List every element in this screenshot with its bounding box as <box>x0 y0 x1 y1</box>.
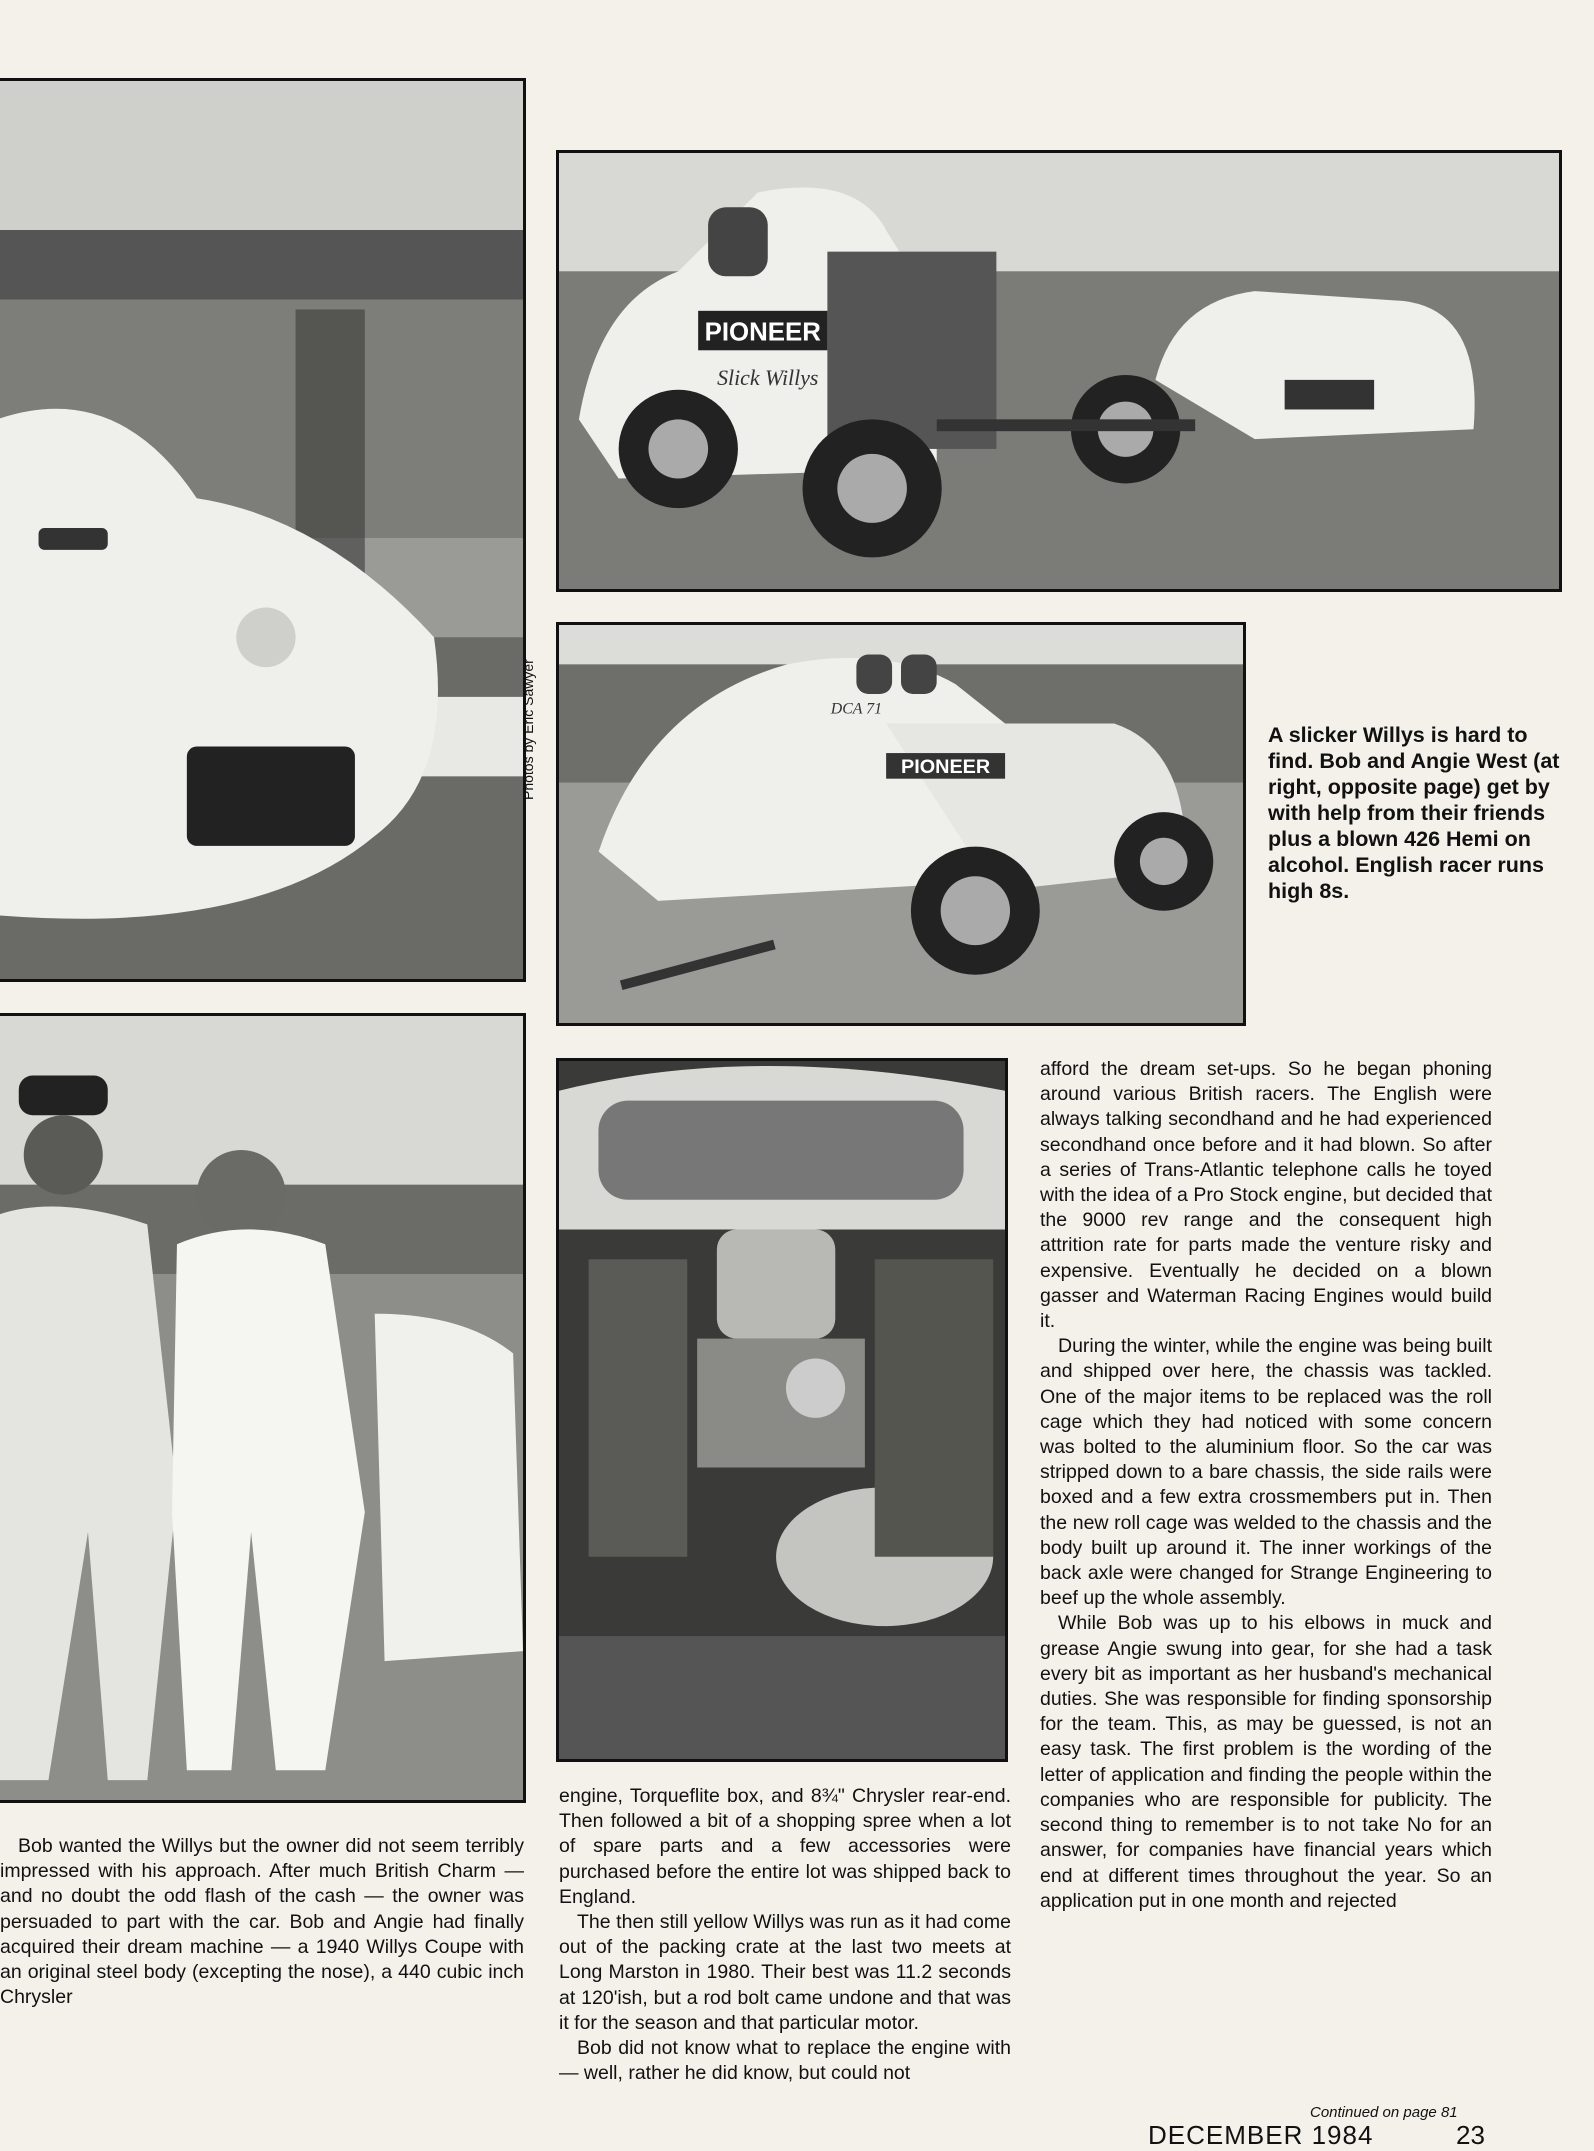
page-number: 23 <box>1456 2120 1485 2150</box>
photo-launch <box>0 78 526 982</box>
paragraph: The then still yellow Willys was run as it had come out of the packing crate at the last two meets at Long Marston in 1980. Their best was 11.2 seconds at 120'ish, but a rod bolt came undone and that was it for the season and that particular motor. <box>559 1911 1011 2034</box>
car-plate-text: DCA 71 <box>830 700 883 718</box>
continued-note: Continued on page 81 <box>1310 2104 1458 2121</box>
article-column-1 <box>0 1834 524 2010</box>
car-sponsor-text: PIONEER <box>704 318 821 347</box>
photo-engine-closeup <box>556 1058 1008 1762</box>
photo-credit: Photos by Eric Sawyer <box>520 659 536 800</box>
footer-folio: DECEMBER 1984 <box>1148 2120 1374 2150</box>
paragraph: During the winter, while the engine was being built and shipped over here, the chassis was tackled. One of the major items to be replaced was the roll cage which they had noticed with some concern was bolted to the aluminium floor. So the car was stripped down to a bare chassis, the side rails were boxed and a few extra crossmembers put in. Then the new roll cage was welded to the chassis and the body built up around it. The inner workings of the back axle were changed for Strange Engineering to beef up the whole assembly. <box>1040 1335 1492 1610</box>
photo-caption: A slicker Willys is hard to find. Bob and Angie West (at right, opposite page) get by with help from their friends plus a blown 426 Hemi on alcohol. English racer runs high 8s. <box>1268 723 1560 903</box>
photo-engine-open <box>556 150 1562 592</box>
photo-bob-and-angie <box>0 1013 526 1803</box>
paragraph: engine, Torqueflite box, and 8¾" Chrysler rear-end. Then followed a bit of a shopping spree when a lot of spare parts and a few accessories were purchased before the entire lot was shipped back to England. <box>559 1785 1011 1908</box>
paragraph: afford the dream set-ups. So he began phoning around various British racers. The English were always talking secondhand and he had experienced secondhand once before and it had blown. So after a series of Trans-Atlantic telephone calls he toyed with the idea of a Pro Stock engine, but decided that the 9000 rev range and the consequent high attrition rate for parts made the venture risky and expensive. Eventually he decided on a blown gasser and Waterman Racing Engines would build it. <box>1040 1058 1492 1333</box>
paragraph: Bob did not know what to replace the engine with — well, rather he did know, but could not <box>559 2037 1011 2085</box>
car-sponsor-text-rear: PIONEER <box>901 755 991 778</box>
photo-rear-view <box>556 622 1246 1026</box>
paragraph: Bob wanted the Willys but the owner did not seem terribly impressed with his approach. After much British Charm — and no doubt the odd flash of the cash — the owner was persuaded to part with the car. Bob and Angie had finally acquired their dream machine — a 1940 Willys Coupe with an original steel body (excepting the nose), a 440 cubic inch Chrysler <box>0 1835 524 2009</box>
car-name-text: Slick Willys <box>717 365 819 390</box>
article-column-2 <box>559 1784 1011 2086</box>
article-column-3 <box>1040 1057 1492 1914</box>
paragraph: While Bob was up to his elbows in muck and grease Angie swung into gear, for she had a task every bit as important as her husband's mechanical duties. She was responsible for finding sponsorship for the team. This, as may be guessed, is not an easy task. The first problem is the wording of the letter of application and finding the people within the companies who are responsible for publicity. The second thing to remember is to not take No for an answer, for companies have financial years which end at different times throughout the year. So an application put in one month and rejected <box>1040 1612 1492 1912</box>
